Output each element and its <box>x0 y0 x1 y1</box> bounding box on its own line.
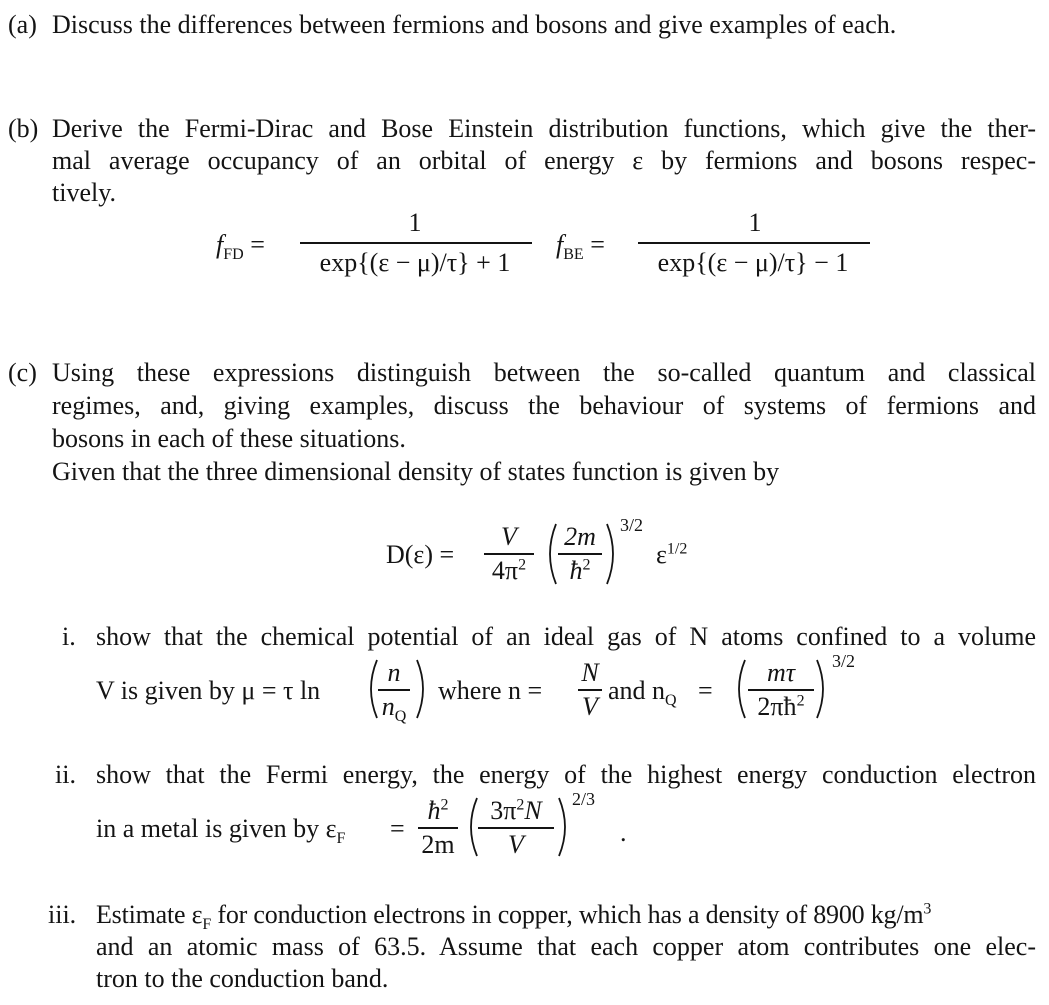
be-numerator: 1 <box>748 208 762 237</box>
part-c-line-4: Given that the three dimensional density of states function is given by <box>52 457 780 486</box>
part-a-label: (a) <box>8 10 37 39</box>
item-i-eq: = <box>698 676 713 705</box>
part-b-label: (b) <box>8 114 39 143</box>
be-denominator: exp{(ε − μ)/τ} − 1 <box>657 248 849 277</box>
dos-frac1-den: $4\pi^2$ <box>491 556 527 585</box>
item-i-frac2-den: V <box>582 692 598 721</box>
item-i-paren2-right <box>814 658 830 720</box>
item-ii-frac2-bar <box>478 827 554 829</box>
dos-frac1-bar <box>484 553 534 555</box>
dos-frac1-num: V <box>501 522 517 551</box>
item-i-line-1: show that the chemical potential of an ideal gas of N atoms confined to a volume <box>96 622 1036 651</box>
item-i-frac2-num: N <box>581 658 599 687</box>
fd-denominator: exp{(ε − μ)/τ} + 1 <box>319 248 511 277</box>
dos-epsilon: $\varepsilon^{1/2}$ <box>656 540 688 569</box>
part-b-line-1: Derive the Fermi-Dirac and Bose Einstein distribution functions, which give the ther- <box>52 114 1036 143</box>
item-ii-frac1-bar <box>418 827 458 829</box>
dos-frac2-den: $ħ^2$ <box>569 556 591 585</box>
item-i-frac2-bar <box>578 689 602 691</box>
item-ii-power: 2/3 <box>572 789 596 809</box>
item-i-frac3-den: $2\pi ħ^2$ <box>757 692 805 721</box>
item-iii-line-1: Estimate $\varepsilon_F$ for conduction electrons in copper, which has a density of 8900 $kg/m^3$ <box>96 900 932 934</box>
item-i-frac1-bar <box>378 689 410 691</box>
dos-power: 3/2 <box>620 515 644 535</box>
item-i-label: i. <box>62 622 76 651</box>
item-i-paren1-right <box>414 658 430 720</box>
item-iii-label: iii. <box>48 900 77 929</box>
item-i-where: where n = <box>438 676 543 705</box>
dos-frac2-bar <box>558 553 602 555</box>
dos-left-paren <box>543 522 559 586</box>
part-a-text: Discuss the differences between fermions and bosons and give examples of each. <box>52 10 897 39</box>
item-iii-line-3: tron to the conduction band. <box>96 964 389 993</box>
part-c-line-2: regimes, and, giving examples, discuss the behaviour of systems of fermions and <box>52 391 1036 420</box>
item-ii-line-1: show that the Fermi energy, the energy of the highest energy conduction electron <box>96 760 1036 789</box>
be-lhs: $f_{BE}$ = <box>556 230 605 264</box>
part-b-line-2: mal average occupancy of an orbital of energy ε by fermions and bosons respec- <box>52 146 1036 175</box>
item-ii-frac2-den: V <box>508 830 524 859</box>
fd-lhs: $f_{FD}$ = <box>216 230 265 264</box>
dos-right-paren <box>604 522 620 586</box>
item-i-and: and $n_Q$ <box>608 676 677 710</box>
fd-fraction-bar <box>300 242 532 244</box>
item-ii-paren-right <box>556 796 572 858</box>
item-ii-eq: = <box>390 814 405 843</box>
part-c-label: (c) <box>8 358 37 387</box>
item-i-pre: V is given by μ = τ ln <box>96 676 321 705</box>
part-c-line-1: Using these expressions distinguish between the so-called quantum and classical <box>52 358 1036 387</box>
item-ii-label: ii. <box>55 760 76 789</box>
item-ii-frac1-num: $ħ^2$ <box>427 796 449 825</box>
dos-frac2-num: 2m <box>564 522 596 551</box>
item-i-frac1-num: n <box>387 658 401 687</box>
dos-lhs: D(ε) = <box>386 540 455 569</box>
item-i-power: 3/2 <box>832 651 856 671</box>
fd-numerator: 1 <box>408 208 422 237</box>
item-i-frac3-bar <box>748 689 814 691</box>
item-ii-frac1-den: 2m <box>421 830 455 859</box>
item-ii-end: . <box>620 818 627 847</box>
part-c-line-3: bosons in each of these situations. <box>52 424 406 453</box>
item-iii-line-2: and an atomic mass of 63.5. Assume that each copper atom contributes one elec- <box>96 932 1036 961</box>
item-i-frac3-num: mτ <box>766 658 796 687</box>
item-i-frac1-den: $n_Q$ <box>381 692 407 726</box>
be-fraction-bar <box>638 242 870 244</box>
item-ii-frac2-num: $3\pi^2N$ <box>490 796 542 825</box>
part-b-line-3: tively. <box>52 178 117 207</box>
item-ii-pre: in a metal is given by $\varepsilon_F$ <box>96 814 346 848</box>
